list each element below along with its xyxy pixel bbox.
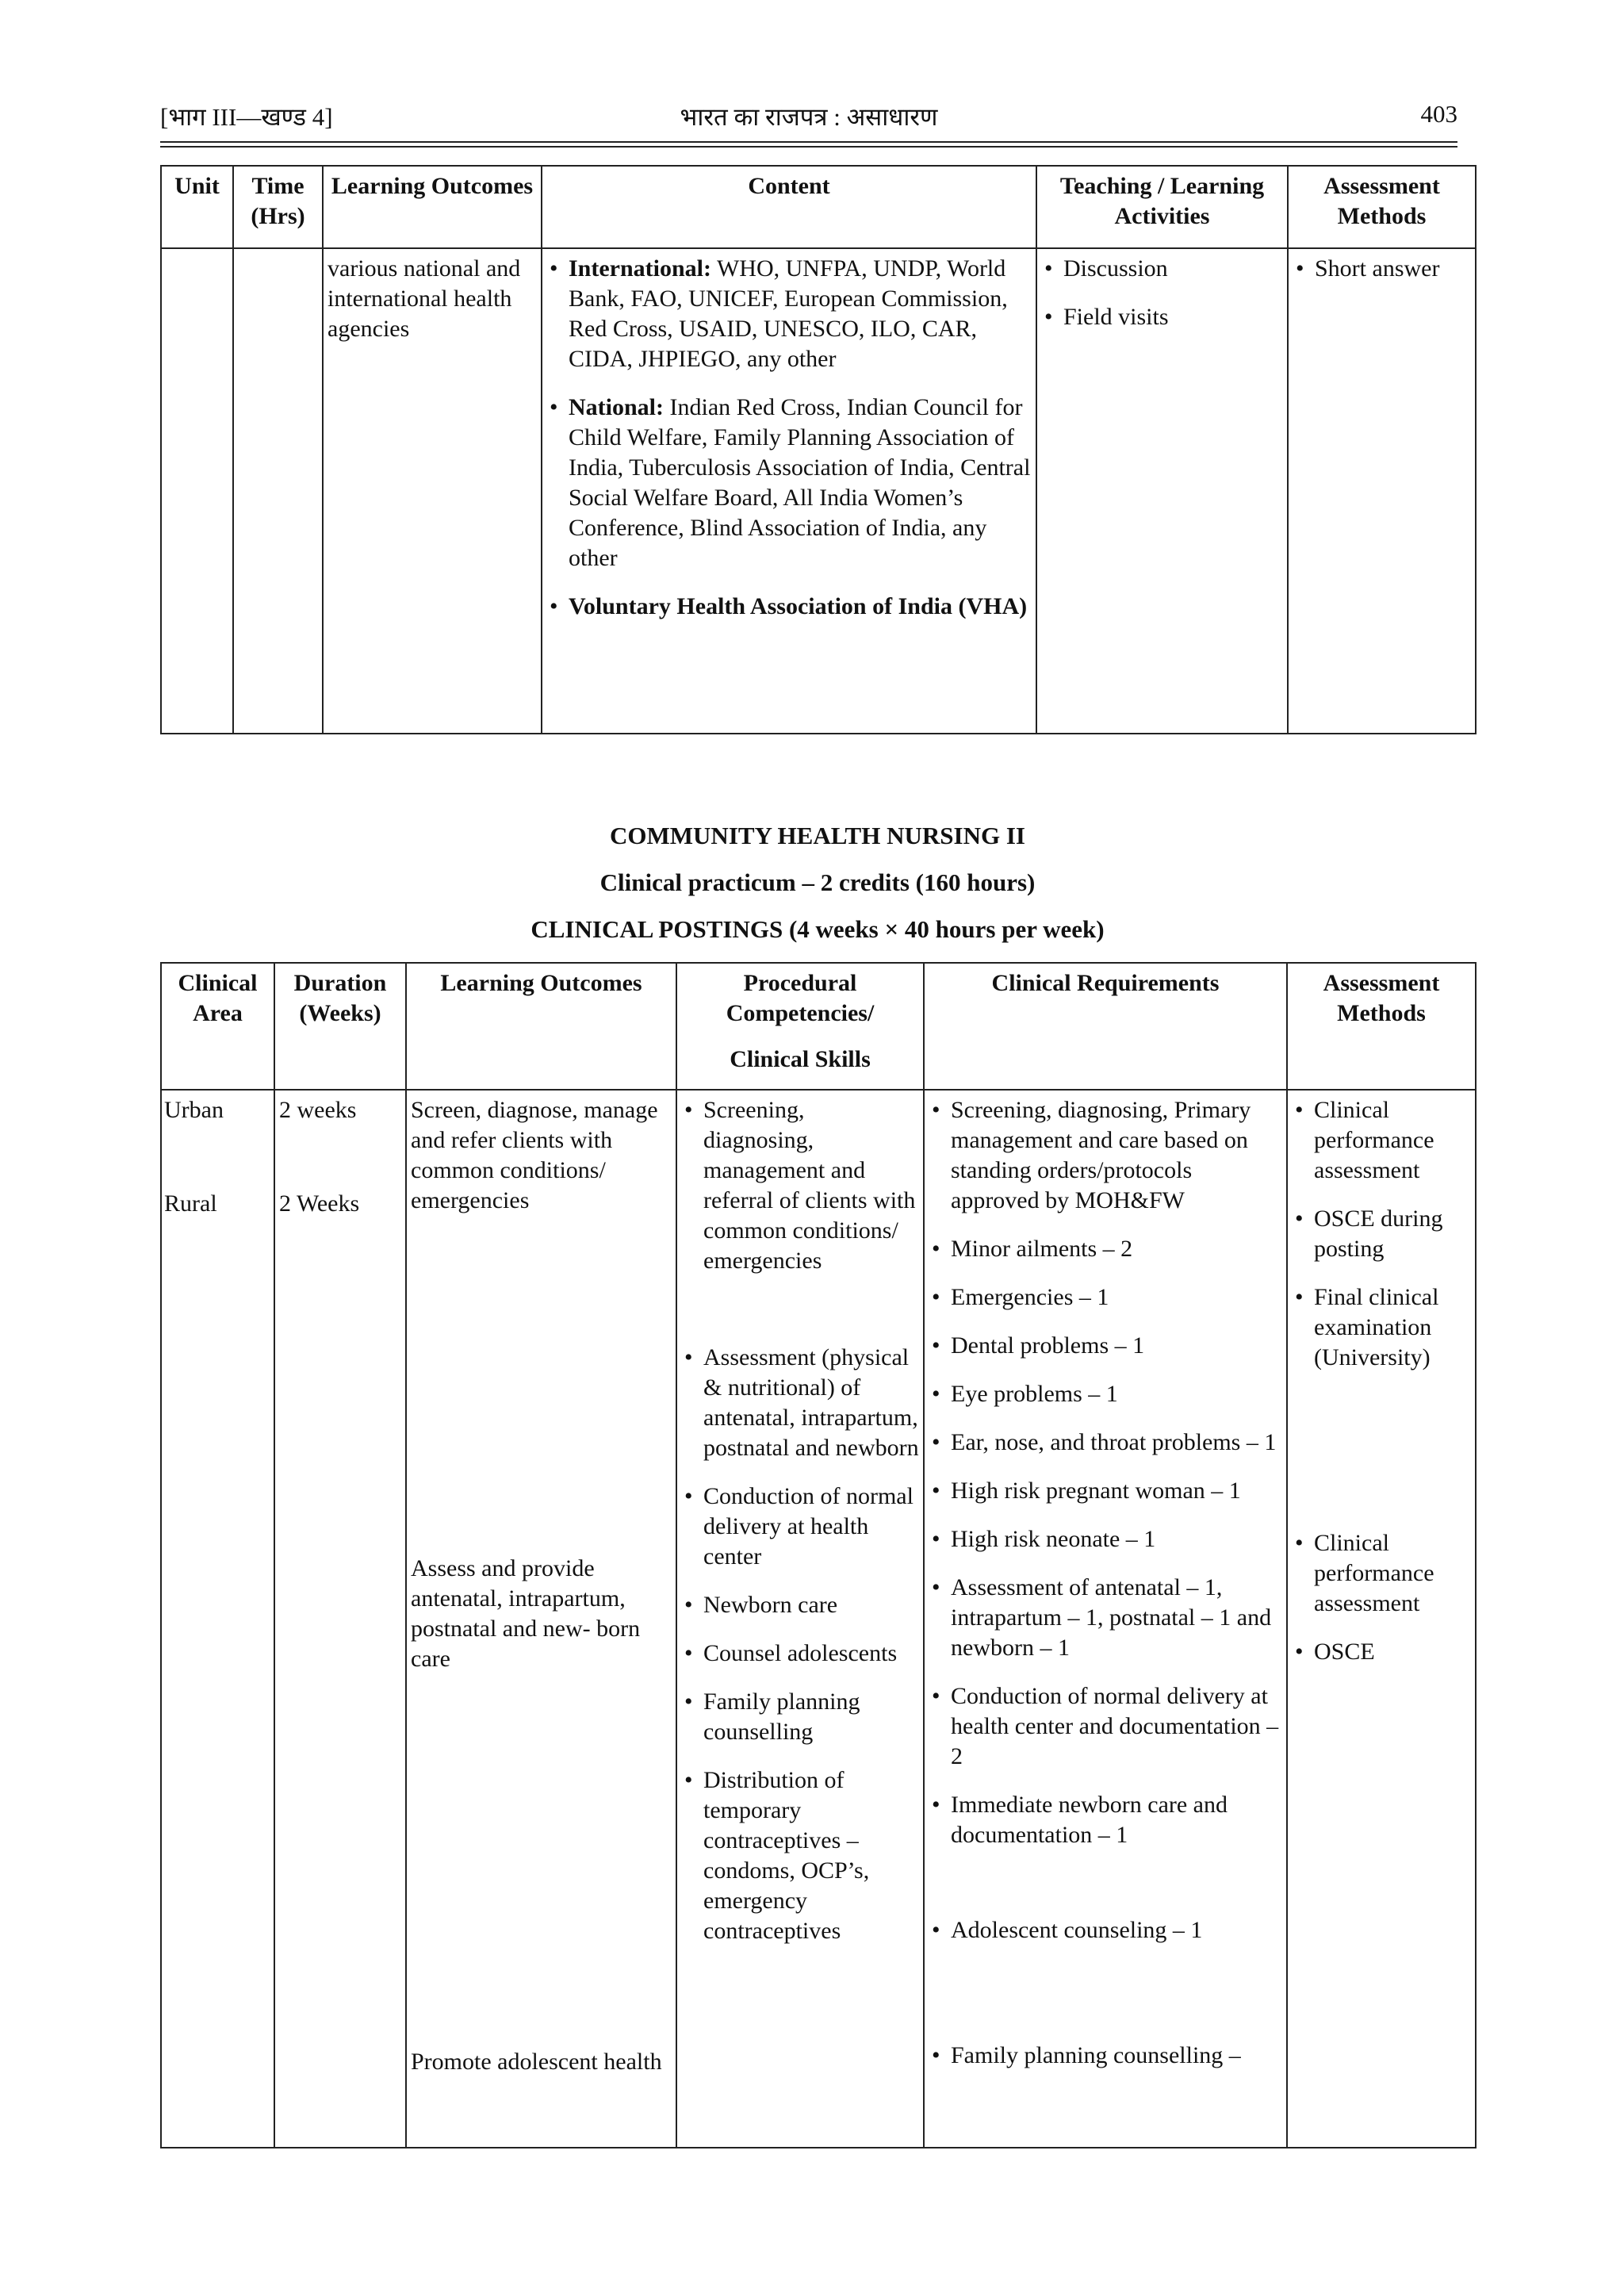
list-item: • Assessment of antenatal – 1, intrapartum – 1, postnatal – 1 and newborn – 1 bbox=[929, 1573, 1282, 1663]
content-item-international: • International: WHO, UNFPA, UNDP, World Bank, FAO, UNICEF, European Commission, Red Cross, USAID, UNESCO, ILO, CAR, CIDA, JHPIEGO, any other bbox=[546, 254, 1032, 374]
section-title: COMMUNITY HEALTH NURSING II bbox=[610, 822, 1025, 849]
section-subtitle: Clinical practicum – 2 credits (160 hours) bbox=[599, 868, 1036, 896]
list-item: • Short answer bbox=[1293, 254, 1471, 284]
col-unit: Unit bbox=[161, 166, 233, 248]
section-titles bbox=[160, 820, 1475, 960]
list-item: • Eye problems – 1 bbox=[929, 1379, 1282, 1409]
col-duration: Duration (Weeks) bbox=[274, 963, 406, 1090]
clinical-header-row bbox=[161, 963, 1476, 1090]
duration-urban: 2 weeks bbox=[279, 1097, 357, 1123]
list-item: • Minor ailments – 2 bbox=[929, 1234, 1282, 1264]
duration-rural: 2 Weeks bbox=[279, 1190, 360, 1217]
list-item: • High risk pregnant woman – 1 bbox=[929, 1476, 1282, 1506]
assessment-cell bbox=[1288, 248, 1476, 734]
list-item: • Assessment (physical & nutritional) of antenatal, intrapartum, postnatal and newborn bbox=[681, 1343, 919, 1463]
activities-cell bbox=[1036, 248, 1288, 734]
col-time: Time (Hrs) bbox=[233, 166, 323, 248]
list-item: • Clinical performance assessment bbox=[1292, 1095, 1471, 1186]
competencies-list-b bbox=[681, 1343, 919, 1946]
clinical-postings-table bbox=[160, 962, 1477, 2148]
list-item: • Immediate newborn care and documentation – 1 bbox=[929, 1790, 1282, 1850]
syllabus-row bbox=[161, 248, 1476, 734]
list-item: • Ear, nose, and throat problems – 1 bbox=[929, 1428, 1282, 1458]
syllabus-table bbox=[160, 165, 1477, 734]
list-item: • Conduction of normal delivery at health center and documentation – 2 bbox=[929, 1681, 1282, 1772]
list-item: • Emergencies – 1 bbox=[929, 1282, 1282, 1313]
list-item: • OSCE bbox=[1292, 1637, 1471, 1667]
list-item: • Clinical performance assessment bbox=[1292, 1528, 1471, 1619]
competencies-cell bbox=[676, 1090, 924, 2148]
outcome-screen: Screen, diagnose, manage and refer clients with common conditions/ emergencies bbox=[411, 1097, 658, 1213]
requirements-list-c bbox=[929, 2041, 1282, 2071]
list-item: • Family planning counselling – bbox=[929, 2041, 1282, 2071]
assessment-list-a bbox=[1292, 1095, 1471, 1373]
requirements-cell bbox=[924, 1090, 1287, 2148]
requirements-list-b bbox=[929, 1915, 1282, 1945]
area-rural: Rural bbox=[164, 1190, 217, 1217]
list-item: • Adolescent counseling – 1 bbox=[929, 1915, 1282, 1945]
list-item: • OSCE during posting bbox=[1292, 1204, 1471, 1264]
assessment-list-b bbox=[1292, 1528, 1471, 1667]
header-part-label: [भाग III—खण्ड 4] bbox=[160, 103, 333, 131]
col-assessment: Assessment Methods bbox=[1288, 166, 1476, 248]
section-postings: CLINICAL POSTINGS (4 weeks × 40 hours per week) bbox=[530, 915, 1105, 943]
list-item: • Screening, diagnosing, management and referral of clients with common conditions/ emergencies bbox=[681, 1095, 919, 1276]
outcome-antenatal: Assess and provide antenatal, intrapartum, postnatal and new- born care bbox=[411, 1555, 641, 1672]
competencies-list-a bbox=[681, 1095, 919, 1276]
learning-outcome-cell: various national and international health agencies bbox=[323, 248, 542, 734]
col-outcomes: Learning Outcomes bbox=[406, 963, 676, 1090]
col-competencies: Procedural Competencies/ Clinical Skills bbox=[676, 963, 924, 1090]
content-cell bbox=[542, 248, 1036, 734]
list-item: • Field visits bbox=[1041, 302, 1283, 332]
content-item-voluntary: • Voluntary Health Association of India (VHA) bbox=[546, 592, 1032, 622]
list-item: • Counsel adolescents bbox=[681, 1639, 919, 1669]
duration-cell bbox=[274, 1090, 406, 2148]
header-rule-bottom bbox=[160, 146, 1457, 148]
col-clinical-area: Clinical Area bbox=[161, 963, 274, 1090]
clinical-row bbox=[161, 1090, 1476, 2148]
col-assessment-methods: Assessment Methods bbox=[1287, 963, 1476, 1090]
list-item: • Dental problems – 1 bbox=[929, 1331, 1282, 1361]
list-item: • Newborn care bbox=[681, 1590, 919, 1620]
header-publication-title: भारत का राजपत्र : असाधारण bbox=[680, 103, 938, 131]
syllabus-header-row bbox=[161, 166, 1476, 248]
content-item-national: • National: Indian Red Cross, Indian Council for Child Welfare, Family Planning Association of India, Tuberculosis Association of India, Central Social Welfare Board, All India Women’s Conference, Blind Association of India, any other bbox=[546, 393, 1032, 573]
area-cell bbox=[161, 1090, 274, 2148]
list-item: • High risk neonate – 1 bbox=[929, 1524, 1282, 1554]
page-number: 403 bbox=[1420, 100, 1457, 128]
assessment-methods-cell bbox=[1287, 1090, 1476, 2148]
time-cell bbox=[233, 248, 323, 734]
unit-cell bbox=[161, 248, 233, 734]
requirements-list-a bbox=[929, 1095, 1282, 1850]
header-rule-top bbox=[160, 141, 1457, 143]
list-item: • Family planning counselling bbox=[681, 1687, 919, 1747]
list-item: • Discussion bbox=[1041, 254, 1283, 284]
col-requirements: Clinical Requirements bbox=[924, 963, 1287, 1090]
col-content: Content bbox=[542, 166, 1036, 248]
area-urban: Urban bbox=[164, 1097, 224, 1123]
list-item: • Conduction of normal delivery at health center bbox=[681, 1481, 919, 1572]
list-item: • Distribution of temporary contraceptives – condoms, OCP’s, emergency contraceptives bbox=[681, 1765, 919, 1946]
col-learning-outcomes: Learning Outcomes bbox=[323, 166, 542, 248]
list-item: • Screening, diagnosing, Primary management and care based on standing orders/protocols approved by MOH&FW bbox=[929, 1095, 1282, 1216]
outcomes-cell bbox=[406, 1090, 676, 2148]
running-header bbox=[160, 100, 1457, 140]
outcome-adolescent: Promote adolescent health bbox=[411, 2049, 662, 2075]
col-activities: Teaching / Learning Activities bbox=[1036, 166, 1288, 248]
content-list bbox=[546, 254, 1032, 622]
list-item: • Final clinical examination (University) bbox=[1292, 1282, 1471, 1373]
